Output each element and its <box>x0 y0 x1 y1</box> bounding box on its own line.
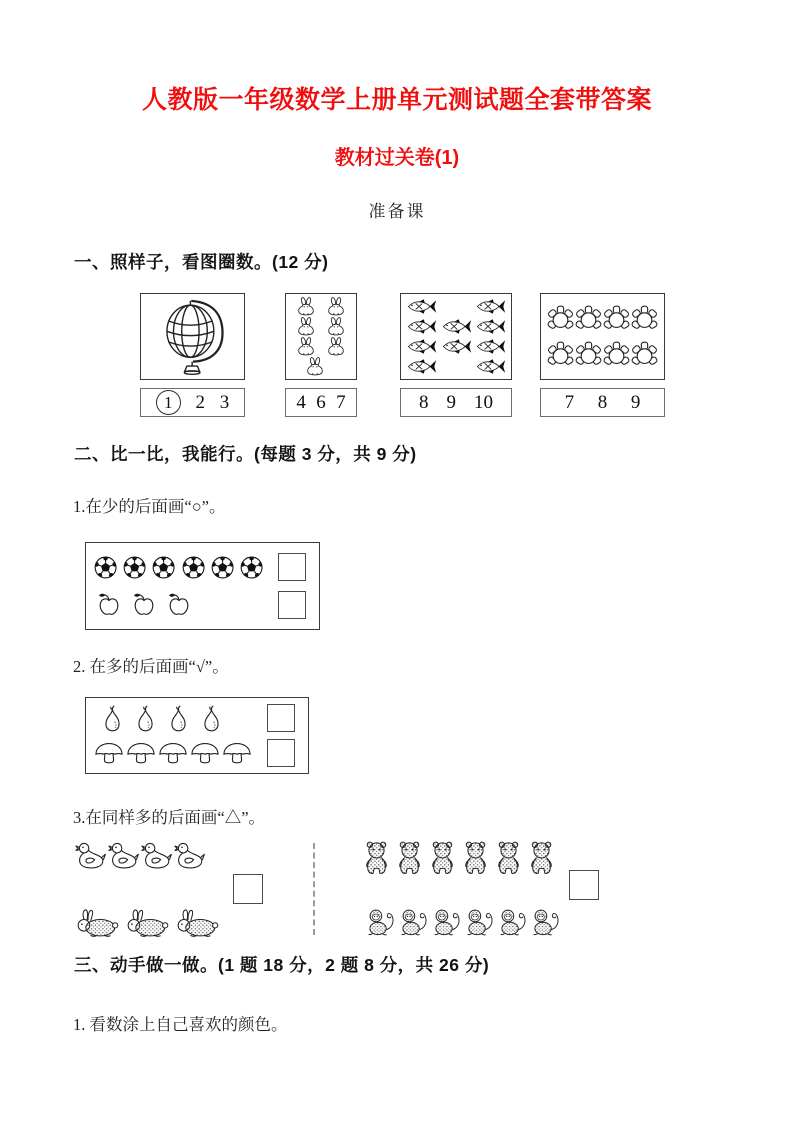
icons-area <box>94 698 252 773</box>
number-option: 7 <box>336 391 346 413</box>
answer-box <box>569 870 599 900</box>
rabbit-icon <box>295 317 317 336</box>
fish-icon <box>406 357 437 376</box>
number-option: 4 <box>296 391 306 413</box>
icon-row <box>401 297 511 316</box>
mushroom-icon <box>94 740 124 766</box>
fish-icon <box>441 317 472 336</box>
duck-icon <box>141 841 172 870</box>
fish-icon <box>475 297 506 316</box>
pear-icon <box>135 705 156 733</box>
question-2-3-area <box>75 841 720 937</box>
picture-box-turtles <box>540 293 665 380</box>
icon-row <box>286 317 356 336</box>
tiger-icon <box>527 841 556 875</box>
tiger-icon <box>461 841 490 875</box>
monkey-icon <box>399 907 430 937</box>
monkey-icon <box>531 907 562 937</box>
fish-icon <box>406 297 437 316</box>
monkey-icon <box>366 907 397 937</box>
rabbit-side-icon <box>175 909 219 937</box>
icon-row <box>286 337 356 356</box>
section-one-boxes <box>140 293 665 417</box>
turtle-icon <box>547 305 574 332</box>
circled-number: 1 <box>156 390 181 415</box>
section-three-heading: 三、动手做一做。(1 题 18 分，2 题 8 分，共 26 分) <box>74 955 490 975</box>
icon-row <box>401 317 511 336</box>
number-option: 7 <box>564 391 575 413</box>
rabbit-icon <box>325 337 347 356</box>
pear-icon <box>168 705 189 733</box>
example-column-globe <box>140 293 245 417</box>
apple-icon <box>166 592 192 617</box>
icon-row <box>362 841 568 875</box>
section-one-heading: 一、照样子，看图圈数。(12 分) <box>74 252 329 272</box>
group-tigers-monkeys <box>362 841 568 937</box>
page-subtitle: 教材过关卷(1) <box>334 147 460 169</box>
number-option: 9 <box>446 391 456 413</box>
fish-icon <box>475 317 506 336</box>
icons-area <box>94 543 263 629</box>
mushroom-icon <box>158 740 188 766</box>
turtle-icon <box>631 341 658 368</box>
lesson-title: 准备课 <box>368 202 426 221</box>
apple-icon <box>131 592 157 617</box>
icon-row <box>75 909 225 937</box>
section-two-heading: 二、比一比，我能行。(每题 3 分，共 9 分) <box>74 444 417 464</box>
tiger-icon <box>395 841 424 875</box>
duck-icon <box>75 841 106 870</box>
answer-box <box>278 553 306 581</box>
icon-row <box>286 357 356 376</box>
number-option: 10 <box>474 391 493 413</box>
football-icon <box>94 555 117 580</box>
number-option: 2 <box>195 391 205 413</box>
pear-icon <box>201 705 222 733</box>
icon-row <box>286 297 356 316</box>
icon-row <box>94 555 263 580</box>
football-icon <box>152 555 175 580</box>
turtle-icon <box>631 305 658 332</box>
icon-row <box>541 341 664 368</box>
compare-box-footballs-apples <box>85 542 320 630</box>
answer-squares <box>278 543 306 629</box>
rabbit-icon <box>325 297 347 316</box>
icon-row <box>75 841 225 870</box>
football-icon <box>123 555 146 580</box>
rabbit-icon <box>325 317 347 336</box>
monkey-icon <box>432 907 463 937</box>
column-rabbits <box>285 293 357 417</box>
monkey-icon <box>465 907 496 937</box>
question-3-1-label: 1. 看数涂上自己喜欢的颜色。 <box>73 1015 288 1034</box>
fish-icon <box>406 317 437 336</box>
picture-box-rabbits <box>285 293 357 380</box>
icon-row <box>94 705 252 733</box>
turtle-icon <box>575 305 602 332</box>
turtle-icon <box>547 341 574 368</box>
number-choices-rabbits <box>285 388 357 417</box>
number-choices-fish <box>400 388 512 417</box>
icon-row <box>541 305 664 332</box>
number-option: 9 <box>630 391 641 413</box>
fish-icon <box>406 337 437 356</box>
football-icon <box>240 555 263 580</box>
turtle-icon <box>603 341 630 368</box>
dashed-divider <box>313 843 315 935</box>
mushroom-icon <box>222 740 252 766</box>
answer-box <box>267 739 295 767</box>
icon-row <box>160 297 226 376</box>
number-option: 3 <box>219 391 230 413</box>
football-icon <box>182 555 205 580</box>
answer-box <box>267 704 295 732</box>
icon-row <box>401 337 511 356</box>
icon-row <box>401 357 511 376</box>
number-option: 8 <box>419 391 429 413</box>
pear-icon <box>102 705 123 733</box>
answer-box <box>278 591 306 619</box>
turtle-icon <box>575 341 602 368</box>
page-title: 人教版一年级数学上册单元测试题全套带答案 <box>141 86 652 114</box>
answer-squares <box>267 698 295 773</box>
duck-icon <box>174 841 205 870</box>
column-turtles <box>540 293 665 417</box>
mushroom-icon <box>190 740 220 766</box>
fish-icon <box>475 357 506 376</box>
icon-row <box>94 740 252 766</box>
rabbit-side-icon <box>125 909 169 937</box>
tiger-icon <box>494 841 523 875</box>
duck-icon <box>108 841 139 870</box>
icon-row <box>362 907 568 937</box>
mushroom-icon <box>126 740 156 766</box>
tiger-icon <box>428 841 457 875</box>
column-fish <box>400 293 512 417</box>
rabbit-icon <box>295 297 317 316</box>
question-2-2-label: 2. 在多的后面画“√”。 <box>73 657 229 676</box>
answer-box <box>233 874 263 904</box>
compare-box-pears-mushrooms <box>85 697 309 774</box>
picture-box-fish <box>400 293 512 380</box>
apple-icon <box>96 592 122 617</box>
tiger-icon <box>362 841 391 875</box>
icon-row <box>94 592 263 617</box>
rabbit-side-icon <box>75 909 119 937</box>
number-option: 6 <box>316 391 326 413</box>
picture-box-globe <box>140 293 245 380</box>
rabbit-icon <box>295 337 317 356</box>
group-ducks-rabbits <box>75 841 225 937</box>
rabbit-icon <box>304 357 326 376</box>
fish-icon <box>441 337 472 356</box>
number-option: 8 <box>597 391 608 413</box>
globe-icon <box>160 297 226 376</box>
monkey-icon <box>498 907 529 937</box>
football-icon <box>211 555 234 580</box>
question-2-1-label: 1.在少的后面画“○”。 <box>73 497 226 516</box>
number-choices-turtles <box>540 388 665 417</box>
number-choices-globe <box>140 388 245 417</box>
turtle-icon <box>603 305 630 332</box>
question-2-3-label: 3.在同样多的后面画“△”。 <box>73 808 266 827</box>
fish-icon <box>475 337 506 356</box>
